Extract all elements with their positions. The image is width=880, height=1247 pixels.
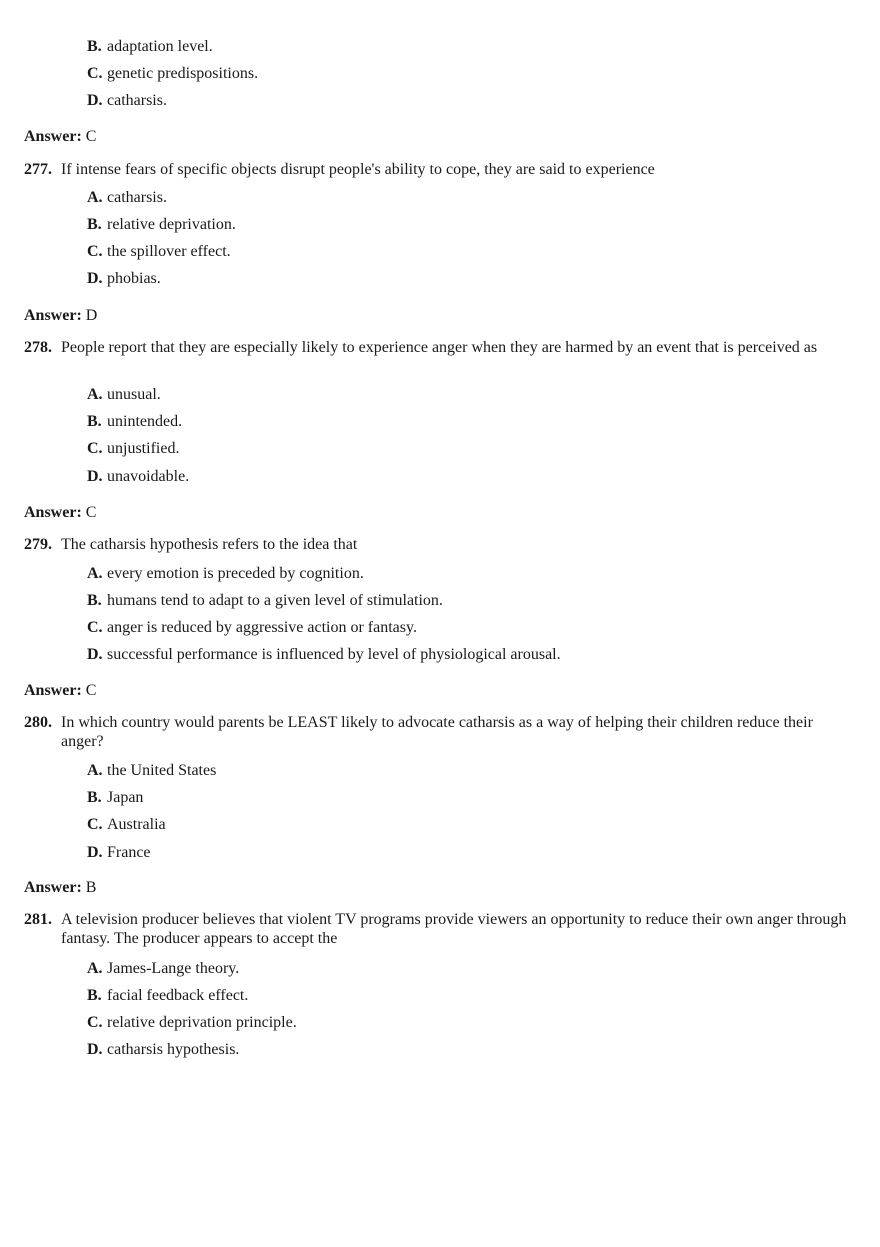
question-number: 277.: [24, 161, 52, 178]
option-text: relative deprivation.: [107, 216, 236, 233]
option-letter: A.: [87, 386, 103, 403]
question-278: [24, 338, 854, 357]
question-text: People report that they are especially likely to experience anger when they are harmed by an event that is perceived as: [61, 339, 818, 356]
option-text: adaptation level.: [107, 38, 213, 55]
option-text: facial feedback effect.: [107, 987, 249, 1004]
question-279: [24, 535, 854, 554]
option-c: [87, 815, 166, 835]
option-text: James-Lange theory.: [107, 960, 240, 977]
question-text: The catharsis hypothesis refers to the idea that: [61, 536, 358, 553]
question-number: 278.: [24, 339, 52, 356]
question-number: 281.: [24, 911, 52, 928]
question-280: [24, 713, 854, 751]
option-text: Japan: [107, 789, 144, 806]
question-277: [24, 160, 854, 179]
option-text: every emotion is preceded by cognition.: [107, 565, 364, 582]
option-a: [87, 188, 167, 208]
option-b: [87, 412, 182, 432]
option-b: [87, 591, 443, 611]
question-281: [24, 910, 854, 948]
option-a: [87, 959, 239, 979]
option-text: unintended.: [107, 413, 183, 430]
option-a: [87, 761, 216, 781]
option-letter: D.: [87, 92, 103, 109]
option-letter: C.: [87, 816, 103, 833]
option-letter: C.: [87, 243, 103, 260]
option-letter: C.: [87, 1014, 103, 1031]
option-text: unusual.: [107, 386, 161, 403]
answer-line: [24, 127, 96, 147]
option-text: phobias.: [107, 270, 161, 287]
option-letter: B.: [87, 592, 102, 609]
option-d: [87, 467, 189, 487]
option-letter: D.: [87, 1041, 103, 1058]
option-letter: D.: [87, 270, 103, 287]
option-d: [87, 843, 151, 863]
option-d: [87, 269, 161, 289]
option-letter: C.: [87, 619, 103, 636]
option-c: [87, 242, 231, 262]
answer-label: Answer:: [24, 307, 82, 324]
option-c: [87, 618, 417, 638]
option-letter: D.: [87, 844, 103, 861]
option-text: relative deprivation principle.: [107, 1014, 297, 1031]
option-b: [87, 215, 236, 235]
answer-value: B: [85, 879, 97, 896]
option-letter: A.: [87, 960, 103, 977]
option-text: genetic predispositions.: [107, 65, 259, 82]
question-text: In which country would parents be LEAST likely to advocate catharsis as a way of helping their children reduce their anger?: [61, 714, 813, 750]
answer-line: [24, 306, 97, 326]
answer-label: Answer:: [24, 879, 82, 896]
option-c: [87, 1013, 297, 1033]
option-letter: B.: [87, 789, 102, 806]
option-letter: C.: [87, 440, 103, 457]
answer-value: C: [85, 128, 97, 145]
option-letter: A.: [87, 762, 103, 779]
option-b: [87, 986, 248, 1006]
answer-line: [24, 503, 96, 523]
option-letter: B.: [87, 987, 102, 1004]
answer-value: D: [85, 307, 98, 324]
option-c: [87, 439, 179, 459]
option-text: humans tend to adapt to a given level of stimulation.: [107, 592, 443, 609]
option-letter: D.: [87, 468, 103, 485]
question-text: If intense fears of specific objects disrupt people's ability to cope, they are said to experience: [61, 161, 655, 178]
answer-value: C: [85, 504, 97, 521]
answer-line: [24, 681, 96, 701]
option-a: [87, 385, 161, 405]
option-text: anger is reduced by aggressive action or fantasy.: [107, 619, 417, 636]
answer-label: Answer:: [24, 682, 82, 699]
option-text: the United States: [107, 762, 217, 779]
option-letter: D.: [87, 646, 103, 663]
question-number: 280.: [24, 714, 52, 731]
option-text: catharsis hypothesis.: [107, 1041, 240, 1058]
option-letter: B.: [87, 216, 102, 233]
answer-label: Answer:: [24, 504, 82, 521]
option-text: unavoidable.: [107, 468, 190, 485]
option-d: [87, 1040, 239, 1060]
option-c: [87, 64, 258, 84]
option-text: the spillover effect.: [107, 243, 231, 260]
option-text: catharsis.: [107, 189, 167, 206]
question-text: A television producer believes that violent TV programs provide viewers an opportunity to reduce their own anger through fantasy. The producer appears to accept the: [61, 911, 847, 947]
answer-label: Answer:: [24, 128, 82, 145]
answer-value: C: [85, 682, 97, 699]
option-text: Australia: [107, 816, 166, 833]
option-text: catharsis.: [107, 92, 167, 109]
answer-line: [24, 878, 96, 898]
option-text: successful performance is influenced by level of physiological arousal.: [107, 646, 561, 663]
option-d: [87, 645, 561, 665]
option-letter: A.: [87, 565, 103, 582]
option-letter: A.: [87, 189, 103, 206]
option-a: [87, 564, 364, 584]
option-letter: B.: [87, 38, 102, 55]
option-text: France: [107, 844, 151, 861]
option-letter: B.: [87, 413, 102, 430]
option-b: [87, 37, 213, 57]
option-letter: C.: [87, 65, 103, 82]
option-b: [87, 788, 143, 808]
question-number: 279.: [24, 536, 52, 553]
option-d: [87, 91, 167, 111]
option-text: unjustified.: [107, 440, 180, 457]
